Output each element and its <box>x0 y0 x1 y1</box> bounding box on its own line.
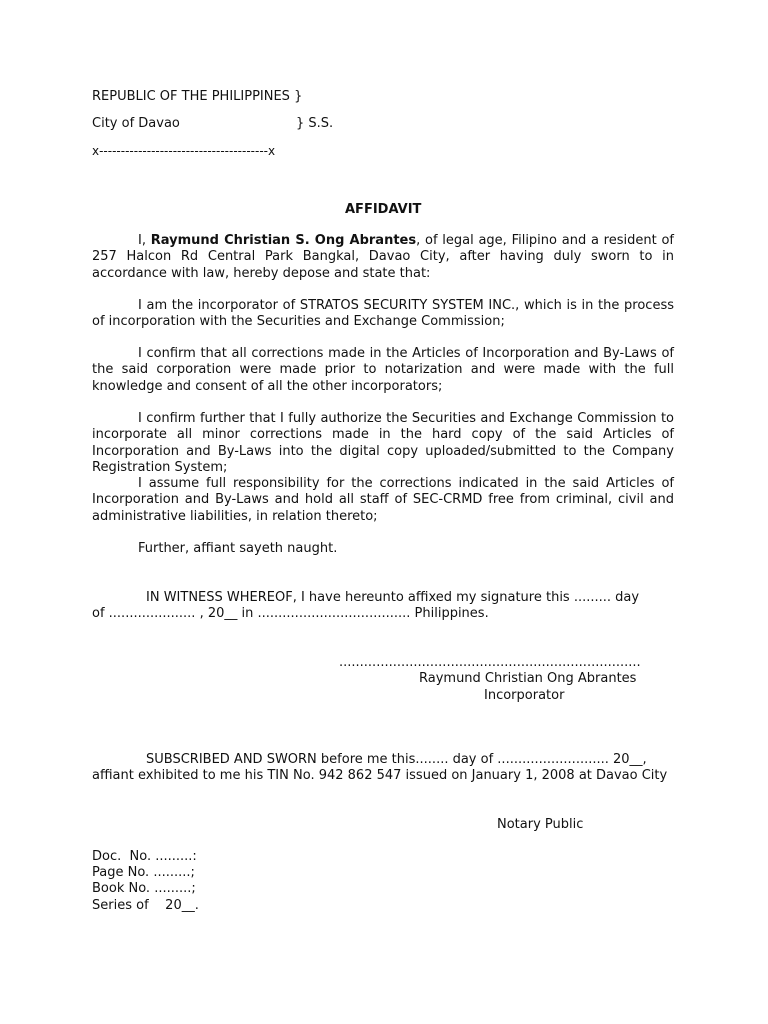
intro-text: , of legal age, Filipino and a resident of 257 Halcon Rd Central Park Bangkal, Davao City, after having duly sworn to in accordance with law, hereby depose and state that: <box>92 233 674 281</box>
signatory-role: Incorporator <box>484 688 565 703</box>
jurat-line-1: SUBSCRIBED AND SWORN before me this........ day of ........................... 20__, <box>146 752 647 767</box>
jurat-line-2: affiant exhibited to me his TIN No. 942 862 547 issued on January 1, 2008 at Davao City <box>92 768 668 783</box>
paragraph-corrections: I confirm that all corrections made in the Articles of Incorporation and By-Laws of the said corporation were made prior to notarization and were made with the full knowledge and consent of all the other incorporators; <box>92 346 674 394</box>
header-separator: x---------------------------------------x <box>92 144 276 158</box>
doc-no-entry: Doc. No. .........: <box>92 849 197 864</box>
series-entry: Series of 20__. <box>92 898 199 913</box>
intro-prefix: I, <box>138 233 151 248</box>
affiant-name: Raymund Christian S. Ong Abrantes <box>150 233 417 248</box>
book-no-entry: Book No. .........; <box>92 881 196 896</box>
header-ss: } S.S. <box>296 116 334 131</box>
signature-line: ......................................................................... <box>339 655 641 670</box>
paragraph-authorize: I confirm further that I fully authorize the Securities and Exchange Commission to incorporate all minor corrections made in the hard copy of the said Articles of Incorporation and By-Laws into the digital copy uploaded/submitted to the Company Registration System; <box>92 411 674 476</box>
paragraph-responsibility: I assume full responsibility for the corrections indicated in the said Articles of Incorporation and By-Laws and hold all staff of SEC-CRMD free from criminal, civil and administrative liabilities, in relation thereto; <box>92 476 674 524</box>
witness-line-2: of ..................... , 20__ in ..................................... Philippines. <box>92 606 489 621</box>
header-republic: REPUBLIC OF THE PHILIPPINES } <box>92 89 303 104</box>
header-city: City of Davao <box>92 116 180 131</box>
page-no-entry: Page No. .........; <box>92 865 195 880</box>
intro-paragraph <box>92 233 674 282</box>
paragraph-incorporator: I am the incorporator of STRATOS SECURITY SYSTEM INC., which is in the process of incorporation with the Securities and Exchange Commission; <box>92 298 674 330</box>
further-statement: Further, affiant sayeth naught. <box>138 541 338 556</box>
witness-line-1: IN WITNESS WHEREOF, I have hereunto affixed my signature this ......... day <box>146 590 640 605</box>
signatory-name: Raymund Christian Ong Abrantes <box>419 671 637 686</box>
document-title: AFFIDAVIT <box>345 202 422 217</box>
notary-public-label: Notary Public <box>497 817 584 832</box>
